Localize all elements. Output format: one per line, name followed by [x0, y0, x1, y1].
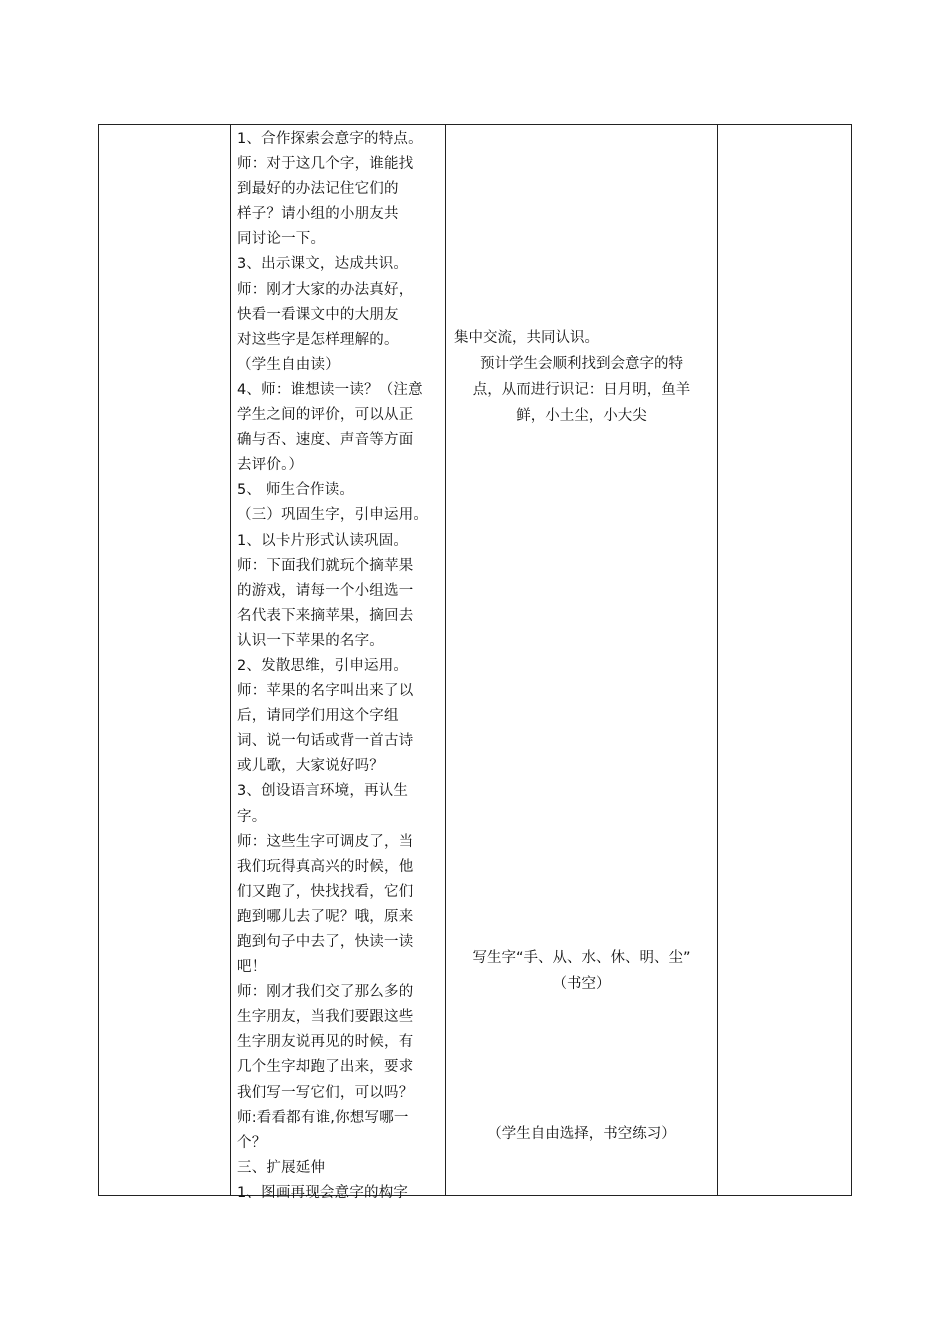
student-line: 鲜，小土尘，小大尖	[516, 408, 647, 424]
teacher-line: 师:看看都有谁,你想写哪一	[237, 1109, 409, 1126]
teacher-line: 对这些字是怎样理解的。	[237, 331, 399, 348]
teacher-line: 1、图画再现会意字的构字	[237, 1184, 409, 1201]
teacher-line: 跑到句子中去了，快读一读	[237, 934, 414, 950]
teacher-activity-cell	[231, 125, 445, 1201]
student-block-practice	[446, 1121, 717, 1147]
student-line: （学生自由选择，书空练习）	[487, 1126, 676, 1142]
teacher-line: 学生之间的评价，可以从正	[237, 407, 414, 424]
teacher-line: 几个生字却跑了出来，要求	[237, 1059, 414, 1076]
student-block-writing	[446, 945, 717, 997]
teacher-line: 生字朋友说再见的时候，有	[237, 1034, 414, 1051]
teacher-line: 师：苹果的名字叫出来了以	[237, 683, 414, 700]
teacher-line: 三、扩展延伸	[237, 1159, 326, 1176]
teacher-line: 确与否、速度、声音等方面	[237, 432, 414, 449]
teacher-line: 个？	[237, 1134, 267, 1151]
teacher-line: 的游戏，请每一个小组选一	[237, 582, 414, 599]
empty-left-cell	[99, 125, 230, 1195]
teacher-line: 快看一看课文中的大朋友	[237, 306, 399, 323]
teacher-line: 师：下面我们就玩个摘苹果	[237, 557, 414, 574]
teacher-line: 师：对于这几个字，谁能找	[237, 156, 414, 173]
teacher-line: 5、 师生合作读。	[237, 482, 355, 499]
teacher-line: 认识一下苹果的名字。	[237, 632, 384, 649]
teacher-line: 字。	[237, 808, 267, 825]
lesson-plan-table	[98, 124, 852, 1201]
teacher-line: 跑到哪儿去了呢？哦，原来	[237, 908, 414, 925]
teacher-line: （三）巩固生字，引申运用。	[237, 507, 429, 524]
teacher-line: 到最好的办法记住它们的	[237, 181, 399, 198]
teacher-line: 们又跑了，快找找看，它们	[237, 883, 414, 900]
teacher-line: 样子？请小组的小朋友共	[237, 206, 399, 223]
teacher-line: 2、发散思维，引申运用。	[237, 657, 409, 674]
teacher-line: 后，请同学们用这个字组	[237, 708, 399, 725]
teacher-line: 1、合作探索会意字的特点。	[237, 131, 423, 147]
teacher-line: 我们写一写它们，可以吗？	[237, 1084, 414, 1101]
student-block-exchange	[446, 325, 717, 429]
teacher-line: 师：刚才我们交了那么多的	[237, 984, 414, 1001]
empty-right-cell	[718, 125, 851, 1195]
teacher-line: 3、创设语言环境，再认生	[237, 783, 409, 800]
teacher-line: 4、师：谁想读一读？（注意	[237, 381, 423, 398]
teacher-line: 同讨论一下。	[237, 231, 326, 248]
teacher-line: 1、以卡片形式认读巩固。	[237, 532, 409, 549]
teacher-line: 我们玩得真高兴的时候，他	[237, 858, 414, 875]
teacher-line: 词、说一句话或背一首古诗	[237, 733, 414, 750]
student-line: （书空）	[552, 976, 611, 992]
student-line: 点，从而进行识记：日月明，鱼羊	[472, 382, 691, 398]
teacher-line: 3、出示课文，达成共识。	[237, 256, 409, 273]
teacher-line: 师：刚才大家的办法真好，	[237, 281, 414, 298]
student-line: 写生字“手、从、水、休、明、尘”	[472, 950, 691, 966]
student-activity-cell	[446, 125, 717, 1195]
student-line: 预计学生会顺利找到会意字的特	[480, 356, 683, 372]
teacher-line: 或儿歌，大家说好吗？	[237, 758, 384, 775]
teacher-line: 吧！	[237, 959, 267, 976]
teacher-line: 去评价。）	[237, 457, 304, 474]
student-line: 集中交流，共同认识。	[454, 330, 599, 346]
teacher-line: （学生自由读）	[237, 356, 340, 373]
teacher-line: 名代表下来摘苹果，摘回去	[237, 607, 414, 624]
teacher-line: 师：这些生字可调皮了，当	[237, 833, 414, 850]
teacher-line: 生字朋友，当我们要跟这些	[237, 1009, 414, 1026]
